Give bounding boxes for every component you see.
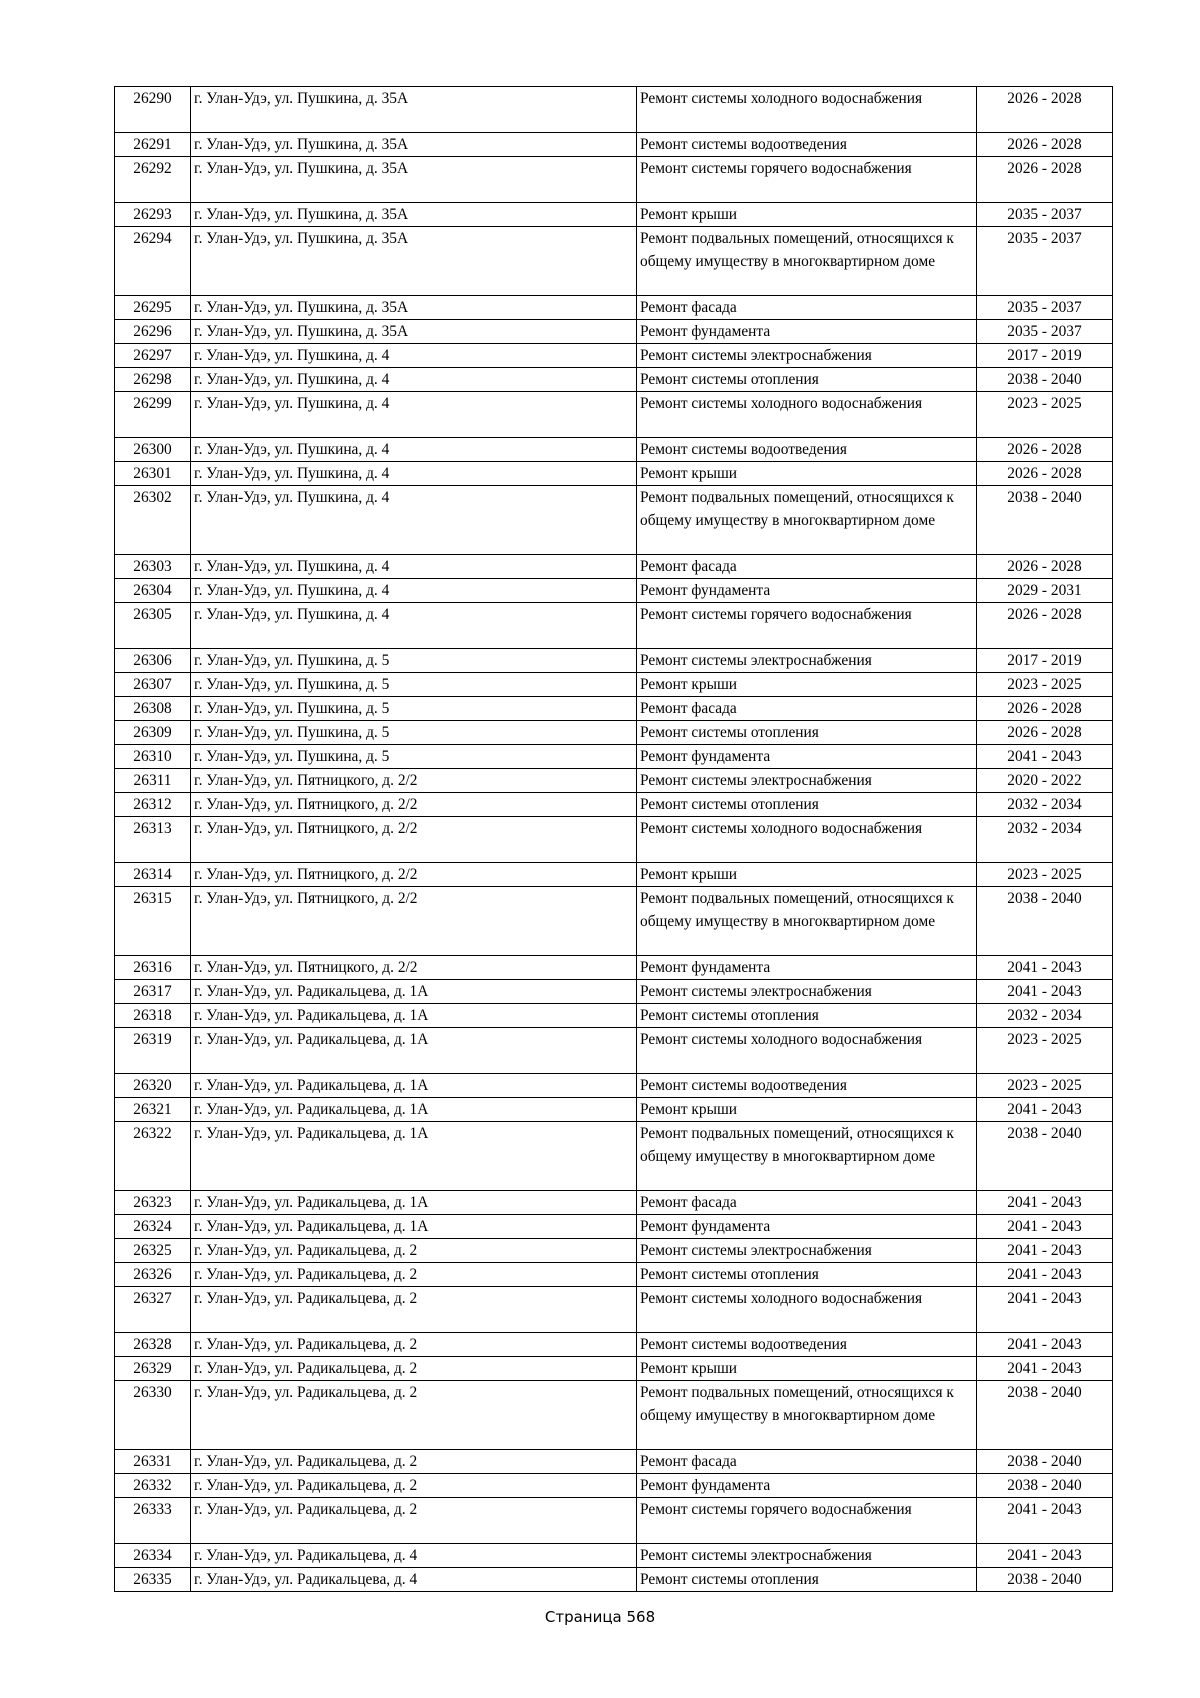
- period-cell: 2038 - 2040: [977, 1474, 1113, 1498]
- table-row: [115, 1239, 1113, 1263]
- table-row: [115, 956, 1113, 980]
- address-cell: г. Улан-Удэ, ул. Радикальцева, д. 1А: [191, 980, 637, 1004]
- address-cell: г. Улан-Удэ, ул. Пушкина, д. 35А: [191, 296, 637, 320]
- address-cell: г. Улан-Удэ, ул. Пушкина, д. 4: [191, 486, 637, 555]
- address-cell: г. Улан-Удэ, ул. Пушкина, д. 35А: [191, 227, 637, 296]
- row-number-cell: 26308: [115, 697, 191, 721]
- address-cell: г. Улан-Удэ, ул. Пушкина, д. 5: [191, 745, 637, 769]
- table-row: [115, 1474, 1113, 1498]
- row-number-cell: 26296: [115, 320, 191, 344]
- table-row: [115, 157, 1113, 203]
- work-type-cell: Ремонт системы электроснабжения: [637, 1544, 977, 1568]
- address-cell: г. Улан-Удэ, ул. Пушкина, д. 4: [191, 462, 637, 486]
- table-row: [115, 368, 1113, 392]
- period-cell: 2026 - 2028: [977, 555, 1113, 579]
- table-row: [115, 980, 1113, 1004]
- period-cell: 2017 - 2019: [977, 649, 1113, 673]
- table-row: [115, 1568, 1113, 1592]
- row-number-cell: 26319: [115, 1028, 191, 1074]
- work-type-cell: Ремонт системы отопления: [637, 368, 977, 392]
- table-row: [115, 887, 1113, 956]
- work-type-cell: Ремонт системы водоотведения: [637, 1074, 977, 1098]
- table-row: [115, 555, 1113, 579]
- work-type-cell: Ремонт крыши: [637, 203, 977, 227]
- work-type-cell: Ремонт фундамента: [637, 320, 977, 344]
- address-cell: г. Улан-Удэ, ул. Радикальцева, д. 2: [191, 1333, 637, 1357]
- address-cell: г. Улан-Удэ, ул. Радикальцева, д. 1А: [191, 1028, 637, 1074]
- period-cell: 2026 - 2028: [977, 697, 1113, 721]
- table-row: [115, 344, 1113, 368]
- table-row: [115, 133, 1113, 157]
- address-cell: г. Улан-Удэ, ул. Радикальцева, д. 1А: [191, 1122, 637, 1191]
- period-cell: 2026 - 2028: [977, 721, 1113, 745]
- table-row: [115, 1098, 1113, 1122]
- row-number-cell: 26312: [115, 793, 191, 817]
- period-cell: 2023 - 2025: [977, 673, 1113, 697]
- work-type-cell: Ремонт системы водоотведения: [637, 1333, 977, 1357]
- address-cell: г. Улан-Удэ, ул. Пушкина, д. 4: [191, 344, 637, 368]
- row-number-cell: 26297: [115, 344, 191, 368]
- table-row: [115, 296, 1113, 320]
- table-row: [115, 697, 1113, 721]
- work-type-cell: Ремонт системы электроснабжения: [637, 344, 977, 368]
- period-cell: 2017 - 2019: [977, 344, 1113, 368]
- address-cell: г. Улан-Удэ, ул. Радикальцева, д. 1А: [191, 1098, 637, 1122]
- address-cell: г. Улан-Удэ, ул. Пушкина, д. 35А: [191, 87, 637, 133]
- row-number-cell: 26326: [115, 1263, 191, 1287]
- address-cell: г. Улан-Удэ, ул. Пушкина, д. 4: [191, 392, 637, 438]
- table-row: [115, 1004, 1113, 1028]
- work-type-cell: Ремонт системы горячего водоснабжения: [637, 1498, 977, 1544]
- row-number-cell: 26301: [115, 462, 191, 486]
- table-row: [115, 1287, 1113, 1333]
- table-row: [115, 1333, 1113, 1357]
- table-row: [115, 603, 1113, 649]
- period-cell: 2041 - 2043: [977, 1357, 1113, 1381]
- address-cell: г. Улан-Удэ, ул. Пушкина, д. 4: [191, 603, 637, 649]
- table-row: [115, 1191, 1113, 1215]
- table-row: [115, 87, 1113, 133]
- table-row: [115, 1544, 1113, 1568]
- address-cell: г. Улан-Удэ, ул. Радикальцева, д. 1А: [191, 1215, 637, 1239]
- address-cell: г. Улан-Удэ, ул. Радикальцева, д. 4: [191, 1544, 637, 1568]
- address-cell: г. Улан-Удэ, ул. Пушкина, д. 35А: [191, 133, 637, 157]
- row-number-cell: 26303: [115, 555, 191, 579]
- address-cell: г. Улан-Удэ, ул. Пушкина, д. 4: [191, 579, 637, 603]
- table-row: [115, 673, 1113, 697]
- period-cell: 2023 - 2025: [977, 1028, 1113, 1074]
- row-number-cell: 26321: [115, 1098, 191, 1122]
- table-row: [115, 203, 1113, 227]
- row-number-cell: 26291: [115, 133, 191, 157]
- period-cell: 2041 - 2043: [977, 1287, 1113, 1333]
- address-cell: г. Улан-Удэ, ул. Радикальцева, д. 2: [191, 1381, 637, 1450]
- period-cell: 2029 - 2031: [977, 579, 1113, 603]
- address-cell: г. Улан-Удэ, ул. Пушкина, д. 5: [191, 673, 637, 697]
- repair-schedule-table: [114, 86, 1113, 1592]
- period-cell: 2032 - 2034: [977, 817, 1113, 863]
- address-cell: г. Улан-Удэ, ул. Радикальцева, д. 2: [191, 1239, 637, 1263]
- address-cell: г. Улан-Удэ, ул. Пятницкого, д. 2/2: [191, 769, 637, 793]
- period-cell: 2026 - 2028: [977, 87, 1113, 133]
- row-number-cell: 26335: [115, 1568, 191, 1592]
- row-number-cell: 26310: [115, 745, 191, 769]
- period-cell: 2041 - 2043: [977, 1215, 1113, 1239]
- row-number-cell: 26317: [115, 980, 191, 1004]
- work-type-cell: Ремонт системы отопления: [637, 1004, 977, 1028]
- period-cell: 2038 - 2040: [977, 1568, 1113, 1592]
- table-row: [115, 863, 1113, 887]
- period-cell: 2041 - 2043: [977, 1263, 1113, 1287]
- table-row: [115, 769, 1113, 793]
- work-type-cell: Ремонт системы горячего водоснабжения: [637, 157, 977, 203]
- work-type-cell: Ремонт крыши: [637, 462, 977, 486]
- address-cell: г. Улан-Удэ, ул. Пятницкого, д. 2/2: [191, 793, 637, 817]
- address-cell: г. Улан-Удэ, ул. Пятницкого, д. 2/2: [191, 817, 637, 863]
- work-type-cell: Ремонт системы горячего водоснабжения: [637, 603, 977, 649]
- row-number-cell: 26313: [115, 817, 191, 863]
- period-cell: 2026 - 2028: [977, 603, 1113, 649]
- work-type-cell: Ремонт фундамента: [637, 579, 977, 603]
- period-cell: 2035 - 2037: [977, 227, 1113, 296]
- table-row: [115, 320, 1113, 344]
- work-type-cell: Ремонт подвальных помещений, относящихся к общему имуществу в многоквартирном доме: [637, 887, 977, 956]
- work-type-cell: Ремонт фасада: [637, 697, 977, 721]
- work-type-cell: Ремонт системы холодного водоснабжения: [637, 87, 977, 133]
- work-type-cell: Ремонт системы отопления: [637, 1568, 977, 1592]
- address-cell: г. Улан-Удэ, ул. Пушкина, д. 4: [191, 438, 637, 462]
- work-type-cell: Ремонт крыши: [637, 1098, 977, 1122]
- period-cell: 2020 - 2022: [977, 769, 1113, 793]
- row-number-cell: 26298: [115, 368, 191, 392]
- page-number: Страница 568: [544, 1608, 656, 1626]
- work-type-cell: Ремонт системы холодного водоснабжения: [637, 1028, 977, 1074]
- period-cell: 2026 - 2028: [977, 157, 1113, 203]
- period-cell: 2035 - 2037: [977, 296, 1113, 320]
- row-number-cell: 26320: [115, 1074, 191, 1098]
- period-cell: 2038 - 2040: [977, 887, 1113, 956]
- row-number-cell: 26327: [115, 1287, 191, 1333]
- work-type-cell: Ремонт системы холодного водоснабжения: [637, 392, 977, 438]
- table-row: [115, 1122, 1113, 1191]
- work-type-cell: Ремонт крыши: [637, 863, 977, 887]
- period-cell: 2038 - 2040: [977, 1122, 1113, 1191]
- table-row: [115, 438, 1113, 462]
- table-row: [115, 1357, 1113, 1381]
- address-cell: г. Улан-Удэ, ул. Радикальцева, д. 1А: [191, 1191, 637, 1215]
- row-number-cell: 26295: [115, 296, 191, 320]
- table-row: [115, 392, 1113, 438]
- period-cell: 2041 - 2043: [977, 1544, 1113, 1568]
- work-type-cell: Ремонт фундамента: [637, 1474, 977, 1498]
- table-row: [115, 486, 1113, 555]
- address-cell: г. Улан-Удэ, ул. Пушкина, д. 4: [191, 555, 637, 579]
- table-row: [115, 721, 1113, 745]
- address-cell: г. Улан-Удэ, ул. Радикальцева, д. 1А: [191, 1004, 637, 1028]
- row-number-cell: 26324: [115, 1215, 191, 1239]
- row-number-cell: 26306: [115, 649, 191, 673]
- period-cell: 2032 - 2034: [977, 1004, 1113, 1028]
- period-cell: 2035 - 2037: [977, 203, 1113, 227]
- work-type-cell: Ремонт подвальных помещений, относящихся к общему имуществу в многоквартирном доме: [637, 1122, 977, 1191]
- table-row: [115, 1215, 1113, 1239]
- period-cell: 2041 - 2043: [977, 745, 1113, 769]
- period-cell: 2038 - 2040: [977, 368, 1113, 392]
- work-type-cell: Ремонт системы отопления: [637, 721, 977, 745]
- address-cell: г. Улан-Удэ, ул. Пушкина, д. 4: [191, 368, 637, 392]
- address-cell: г. Улан-Удэ, ул. Радикальцева, д. 2: [191, 1357, 637, 1381]
- row-number-cell: 26315: [115, 887, 191, 956]
- period-cell: 2038 - 2040: [977, 1381, 1113, 1450]
- address-cell: г. Улан-Удэ, ул. Пушкина, д. 35А: [191, 203, 637, 227]
- work-type-cell: Ремонт фасада: [637, 1450, 977, 1474]
- row-number-cell: 26318: [115, 1004, 191, 1028]
- period-cell: 2026 - 2028: [977, 438, 1113, 462]
- table-row: [115, 462, 1113, 486]
- table-row: [115, 579, 1113, 603]
- work-type-cell: Ремонт подвальных помещений, относящихся к общему имуществу в многоквартирном доме: [637, 486, 977, 555]
- work-type-cell: Ремонт системы водоотведения: [637, 133, 977, 157]
- address-cell: г. Улан-Удэ, ул. Радикальцева, д. 2: [191, 1498, 637, 1544]
- period-cell: 2023 - 2025: [977, 392, 1113, 438]
- address-cell: г. Улан-Удэ, ул. Радикальцева, д. 1А: [191, 1074, 637, 1098]
- work-type-cell: Ремонт фасада: [637, 555, 977, 579]
- period-cell: 2026 - 2028: [977, 462, 1113, 486]
- period-cell: 2041 - 2043: [977, 1098, 1113, 1122]
- period-cell: 2038 - 2040: [977, 486, 1113, 555]
- address-cell: г. Улан-Удэ, ул. Пятницкого, д. 2/2: [191, 863, 637, 887]
- row-number-cell: 26307: [115, 673, 191, 697]
- table-row: [115, 649, 1113, 673]
- address-cell: г. Улан-Удэ, ул. Пятницкого, д. 2/2: [191, 887, 637, 956]
- row-number-cell: 26329: [115, 1357, 191, 1381]
- address-cell: г. Улан-Удэ, ул. Радикальцева, д. 2: [191, 1474, 637, 1498]
- table-row: [115, 1074, 1113, 1098]
- work-type-cell: Ремонт системы водоотведения: [637, 438, 977, 462]
- work-type-cell: Ремонт фасада: [637, 1191, 977, 1215]
- work-type-cell: Ремонт системы электроснабжения: [637, 649, 977, 673]
- period-cell: 2023 - 2025: [977, 863, 1113, 887]
- period-cell: 2038 - 2040: [977, 1450, 1113, 1474]
- row-number-cell: 26332: [115, 1474, 191, 1498]
- table-row: [115, 1498, 1113, 1544]
- row-number-cell: 26323: [115, 1191, 191, 1215]
- address-cell: г. Улан-Удэ, ул. Пушкина, д. 5: [191, 697, 637, 721]
- period-cell: 2023 - 2025: [977, 1074, 1113, 1098]
- row-number-cell: 26330: [115, 1381, 191, 1450]
- table-row: [115, 793, 1113, 817]
- period-cell: 2041 - 2043: [977, 1191, 1113, 1215]
- row-number-cell: 26302: [115, 486, 191, 555]
- work-type-cell: Ремонт крыши: [637, 673, 977, 697]
- address-cell: г. Улан-Удэ, ул. Пушкина, д. 35А: [191, 320, 637, 344]
- work-type-cell: Ремонт подвальных помещений, относящихся к общему имуществу в многоквартирном доме: [637, 1381, 977, 1450]
- table-row: [115, 1028, 1113, 1074]
- work-type-cell: Ремонт системы электроснабжения: [637, 980, 977, 1004]
- row-number-cell: 26304: [115, 579, 191, 603]
- row-number-cell: 26305: [115, 603, 191, 649]
- period-cell: 2035 - 2037: [977, 320, 1113, 344]
- table-body: [115, 87, 1113, 1592]
- work-type-cell: Ремонт подвальных помещений, относящихся к общему имуществу в многоквартирном доме: [637, 227, 977, 296]
- period-cell: 2041 - 2043: [977, 1498, 1113, 1544]
- work-type-cell: Ремонт системы отопления: [637, 1263, 977, 1287]
- period-cell: 2041 - 2043: [977, 956, 1113, 980]
- period-cell: 2026 - 2028: [977, 133, 1113, 157]
- work-type-cell: Ремонт системы холодного водоснабжения: [637, 1287, 977, 1333]
- work-type-cell: Ремонт фундамента: [637, 745, 977, 769]
- table-row: [115, 1263, 1113, 1287]
- row-number-cell: 26300: [115, 438, 191, 462]
- row-number-cell: 26290: [115, 87, 191, 133]
- row-number-cell: 26314: [115, 863, 191, 887]
- work-type-cell: Ремонт системы электроснабжения: [637, 769, 977, 793]
- work-type-cell: Ремонт фасада: [637, 296, 977, 320]
- work-type-cell: Ремонт системы отопления: [637, 793, 977, 817]
- row-number-cell: 26309: [115, 721, 191, 745]
- work-type-cell: Ремонт фундамента: [637, 956, 977, 980]
- row-number-cell: 26322: [115, 1122, 191, 1191]
- row-number-cell: 26292: [115, 157, 191, 203]
- table-row: [115, 1381, 1113, 1450]
- period-cell: 2041 - 2043: [977, 980, 1113, 1004]
- row-number-cell: 26333: [115, 1498, 191, 1544]
- row-number-cell: 26334: [115, 1544, 191, 1568]
- table-row: [115, 745, 1113, 769]
- address-cell: г. Улан-Удэ, ул. Радикальцева, д. 2: [191, 1450, 637, 1474]
- work-type-cell: Ремонт системы электроснабжения: [637, 1239, 977, 1263]
- period-cell: 2041 - 2043: [977, 1333, 1113, 1357]
- address-cell: г. Улан-Удэ, ул. Пушкина, д. 5: [191, 649, 637, 673]
- document-page: [114, 86, 1112, 1592]
- table-row: [115, 227, 1113, 296]
- row-number-cell: 26311: [115, 769, 191, 793]
- row-number-cell: 26331: [115, 1450, 191, 1474]
- address-cell: г. Улан-Удэ, ул. Радикальцева, д. 2: [191, 1287, 637, 1333]
- period-cell: 2032 - 2034: [977, 793, 1113, 817]
- work-type-cell: Ремонт системы холодного водоснабжения: [637, 817, 977, 863]
- row-number-cell: 26294: [115, 227, 191, 296]
- row-number-cell: 26325: [115, 1239, 191, 1263]
- work-type-cell: Ремонт фундамента: [637, 1215, 977, 1239]
- table-row: [115, 1450, 1113, 1474]
- row-number-cell: 26293: [115, 203, 191, 227]
- row-number-cell: 26299: [115, 392, 191, 438]
- row-number-cell: 26328: [115, 1333, 191, 1357]
- address-cell: г. Улан-Удэ, ул. Пушкина, д. 35А: [191, 157, 637, 203]
- table-row: [115, 817, 1113, 863]
- row-number-cell: 26316: [115, 956, 191, 980]
- address-cell: г. Улан-Удэ, ул. Радикальцева, д. 2: [191, 1263, 637, 1287]
- period-cell: 2041 - 2043: [977, 1239, 1113, 1263]
- address-cell: г. Улан-Удэ, ул. Радикальцева, д. 4: [191, 1568, 637, 1592]
- address-cell: г. Улан-Удэ, ул. Пушкина, д. 5: [191, 721, 637, 745]
- work-type-cell: Ремонт крыши: [637, 1357, 977, 1381]
- address-cell: г. Улан-Удэ, ул. Пятницкого, д. 2/2: [191, 956, 637, 980]
